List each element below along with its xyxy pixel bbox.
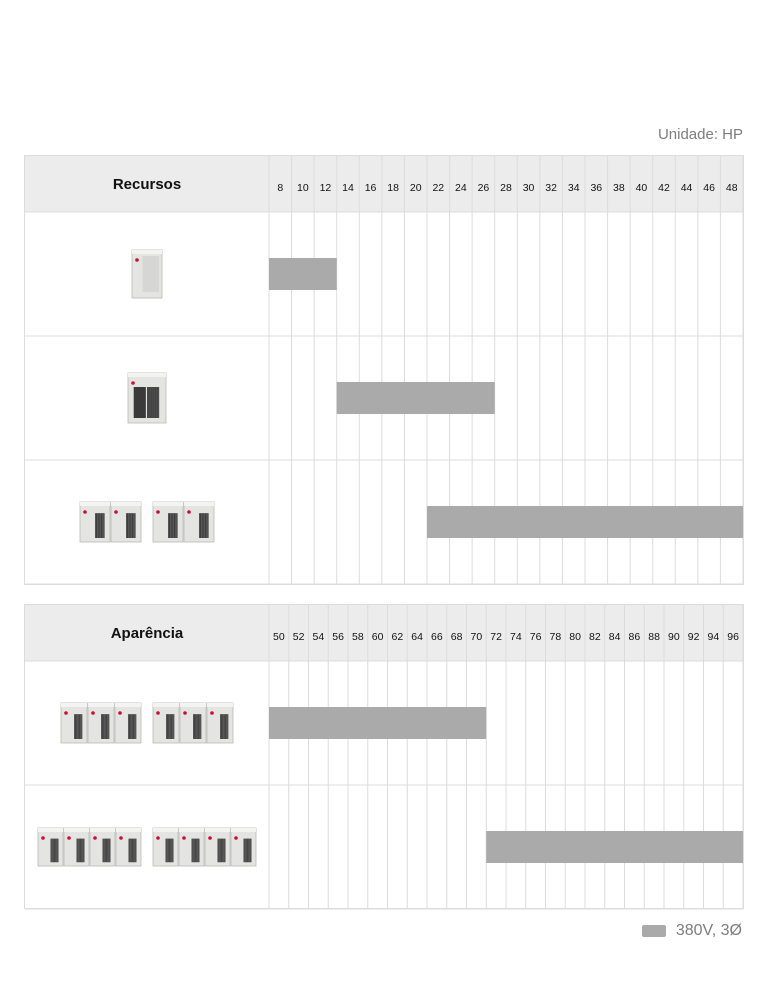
tick-label: 82	[589, 631, 601, 643]
tick-label: 76	[529, 631, 542, 643]
outdoor-unit-module	[80, 502, 110, 542]
capacity-chart-recursos	[24, 155, 744, 585]
outdoor-unit-module	[153, 828, 178, 866]
outdoor-unit-module	[128, 373, 166, 423]
brand-logo-icon	[114, 510, 118, 514]
capacity-bar	[269, 258, 337, 290]
outdoor-unit-module	[64, 828, 89, 866]
tick-label: 70	[470, 631, 483, 643]
product-image-row-1	[25, 212, 269, 336]
tick-label: 62	[391, 631, 404, 643]
product-image-row-2	[25, 785, 269, 909]
outdoor-unit-module	[61, 703, 87, 743]
brand-logo-icon	[131, 381, 135, 385]
tick-label: 86	[628, 631, 641, 643]
outdoor-unit-module	[153, 703, 179, 743]
brand-logo-icon	[208, 836, 212, 840]
tick-label: 24	[455, 182, 467, 194]
tick-label: 64	[411, 631, 423, 643]
tick-label: 58	[352, 631, 364, 643]
tick-label: 30	[522, 182, 535, 194]
tick-label: 8	[277, 182, 284, 194]
tick-label: 90	[668, 631, 680, 643]
tick-label: 78	[549, 631, 562, 643]
brand-logo-icon	[187, 510, 191, 514]
tick-label: 48	[725, 182, 738, 194]
brand-logo-icon	[64, 711, 68, 715]
tick-label: 34	[567, 182, 580, 194]
tick-label: 74	[510, 631, 522, 643]
outdoor-unit-module	[111, 502, 141, 542]
tick-label: 16	[364, 182, 377, 194]
product-image-row-2	[25, 336, 269, 460]
tick-label: 18	[387, 182, 399, 194]
brand-logo-icon	[183, 711, 187, 715]
tick-label: 14	[342, 182, 354, 194]
brand-logo-icon	[156, 711, 160, 715]
capacity-bar	[337, 382, 495, 414]
tick-label: 56	[332, 631, 344, 643]
brand-logo-icon	[210, 711, 214, 715]
brand-logo-icon	[93, 836, 97, 840]
tick-label: 88	[648, 631, 660, 643]
tick-label: 94	[707, 631, 720, 643]
outdoor-unit-module	[90, 828, 115, 866]
brand-logo-icon	[135, 258, 139, 262]
outdoor-unit-module	[179, 828, 204, 866]
tick-label: 68	[450, 631, 463, 643]
tick-label: 80	[569, 631, 581, 643]
outdoor-unit-module	[231, 828, 256, 866]
tick-label: 84	[608, 631, 621, 643]
tick-label: 96	[727, 631, 739, 643]
outdoor-unit-module	[207, 703, 233, 743]
tick-label: 44	[680, 182, 693, 194]
brand-logo-icon	[119, 836, 123, 840]
product-image-row-1	[25, 661, 269, 785]
brand-logo-icon	[118, 711, 122, 715]
outdoor-unit-module	[184, 502, 214, 542]
tick-label: 66	[431, 631, 443, 643]
outdoor-unit-module	[205, 828, 230, 866]
outdoor-unit-module	[116, 828, 141, 866]
tick-label: 26	[477, 182, 490, 194]
brand-logo-icon	[156, 836, 160, 840]
tick-label: 36	[590, 182, 603, 194]
capacity-bar	[486, 831, 743, 863]
brand-logo-icon	[41, 836, 45, 840]
tick-label: 42	[658, 182, 670, 194]
brand-logo-icon	[67, 836, 71, 840]
tick-label: 46	[703, 182, 715, 194]
outdoor-unit-module	[132, 250, 162, 298]
capacity-bar	[427, 506, 743, 538]
three-outdoor-unit-combinations-image	[60, 701, 234, 745]
legend-label: 380V, 3Ø	[675, 922, 742, 939]
tick-label: 40	[635, 182, 648, 194]
tick-label: 10	[297, 182, 309, 194]
outdoor-unit-module	[115, 703, 141, 743]
tick-label: 92	[687, 631, 700, 643]
tick-label: 50	[273, 631, 285, 643]
outdoor-unit-module	[88, 703, 114, 743]
capacity-bar	[269, 707, 486, 739]
legend-swatch	[642, 925, 666, 937]
tick-label: 32	[545, 182, 557, 194]
chart-title-aparencia: Aparência	[110, 624, 184, 642]
tick-label: 28	[500, 182, 512, 194]
product-image-row-3	[25, 460, 269, 584]
tick-label: 60	[371, 631, 384, 643]
tick-label: 52	[292, 631, 305, 643]
two-outdoor-unit-combinations-image	[79, 500, 215, 544]
tick-label: 72	[490, 631, 502, 643]
capacity-chart-aparencia	[24, 604, 744, 909]
tick-label: 20	[409, 182, 422, 194]
outdoor-unit-module	[38, 828, 63, 866]
brand-logo-icon	[234, 836, 238, 840]
brand-logo-icon	[156, 510, 160, 514]
single-outdoor-unit-image	[131, 248, 163, 300]
tick-label: 38	[613, 182, 625, 194]
outdoor-unit-module	[180, 703, 206, 743]
chart-title-recursos: Recursos	[112, 175, 182, 193]
brand-logo-icon	[91, 711, 95, 715]
tick-label: 12	[319, 182, 332, 194]
tick-label: 54	[312, 631, 325, 643]
legend	[642, 922, 742, 940]
brand-logo-icon	[182, 836, 186, 840]
outdoor-unit-module	[153, 502, 183, 542]
brand-logo-icon	[83, 510, 87, 514]
four-outdoor-unit-combinations-image	[37, 826, 257, 868]
unit-label: Unidade: HP	[657, 126, 743, 143]
single-outdoor-unit-large-image	[127, 371, 167, 425]
tick-label: 22	[432, 182, 445, 194]
